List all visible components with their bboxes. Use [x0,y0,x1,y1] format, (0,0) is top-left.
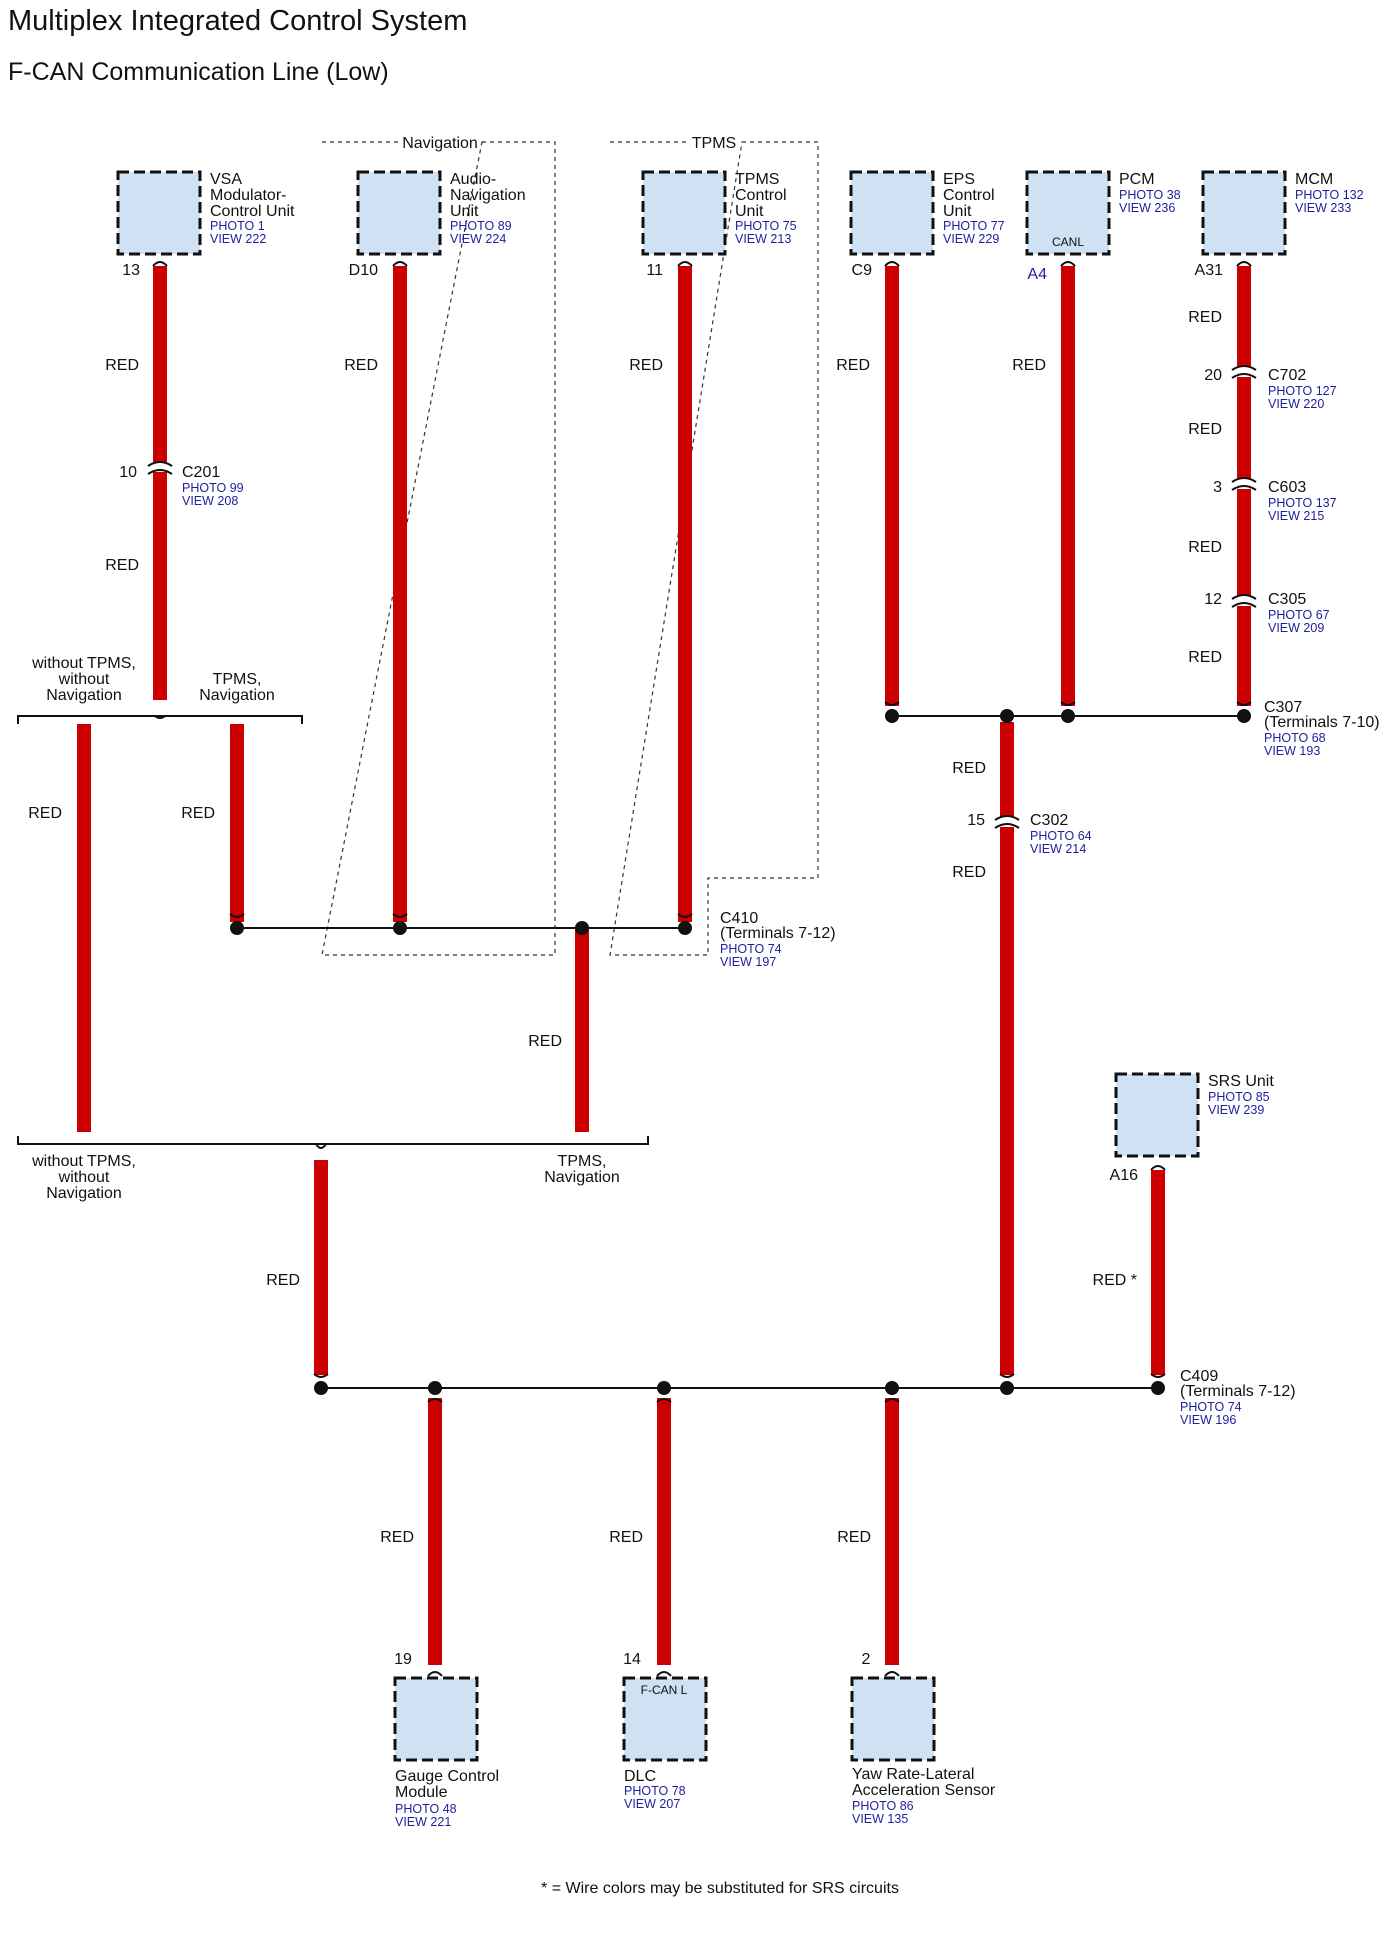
photo-ref: PHOTO 137 [1268,496,1337,510]
inline-connector-c305 [1232,595,1256,607]
connector-c603 [1213,479,1337,523]
connector-name: C409 [1180,1368,1219,1385]
wire-color-label: RED [1188,539,1222,556]
component-name: Acceleration Sensor [852,1782,996,1799]
photo-ref: PHOTO 38 [1119,188,1181,202]
pcm[interactable] [1027,171,1181,283]
svg-text:EPSControlUnit [943,171,995,220]
pin-number: D10 [348,262,378,279]
pin-number: 13 [122,262,140,279]
option-label-without-upper: without TPMS, without Navigation [32,655,136,704]
connector-pin: 12 [1204,591,1222,608]
view-ref: VIEW 224 [450,232,507,246]
photo-ref: PHOTO 1 [210,219,265,233]
connector-name: C305 [1268,591,1307,608]
splice-dot [575,921,589,935]
splice-dot [393,921,407,935]
wire-color-label: RED [528,1033,562,1050]
view-ref: VIEW 229 [943,232,1000,246]
component-name: Modulator- [210,187,287,204]
view-ref: VIEW 207 [624,1797,681,1811]
wire-color-label: RED [28,805,62,822]
splice-dot [314,1381,328,1395]
connector-c307 [1264,699,1380,758]
view-ref: VIEW 209 [1268,621,1325,635]
component-name: Control [735,187,787,204]
photo-ref: PHOTO 85 [1208,1090,1270,1104]
photo-ref: PHOTO 74 [720,942,782,956]
vsa-modulator-control-unit[interactable] [118,171,295,279]
view-ref: VIEW 222 [210,232,267,246]
terminal-arcs [230,702,1251,1402]
view-ref: VIEW 215 [1268,509,1325,523]
photo-ref: PHOTO 75 [735,219,797,233]
eps-control-unit[interactable] [851,171,1005,279]
connector-terminals: (Terminals 7-10) [1264,714,1380,731]
tpms-control-unit[interactable] [643,171,797,279]
pin-number: 11 [646,262,663,279]
component-name: Unit [450,203,479,220]
wire-color-label: RED [266,1272,300,1289]
view-ref: VIEW 236 [1119,201,1176,215]
wire-color-label: RED [105,557,139,574]
inline-connector-c702 [1232,366,1256,378]
svg-text:VSAModulator-Control Unit [210,171,295,220]
wire-color-label: RED [1188,649,1222,666]
view-ref: VIEW 135 [852,1812,909,1826]
splice-dot [885,709,899,723]
connector-pin: 15 [967,812,985,829]
component-name: Module [395,1784,448,1801]
view-ref: VIEW 208 [182,494,239,508]
connector-pin: 20 [1204,367,1222,384]
pin-number: A31 [1194,262,1223,279]
wire-color-label: RED [344,357,378,374]
connector-name: C302 [1030,812,1069,829]
photo-ref: PHOTO 74 [1180,1400,1242,1414]
connector-terminals: (Terminals 7-12) [1180,1383,1296,1400]
photo-ref: PHOTO 48 [395,1802,457,1816]
view-ref: VIEW 193 [1264,744,1321,758]
connector-name: C307 [1264,699,1303,716]
inline-connector-c603 [1232,478,1256,490]
component-name: Yaw Rate-Lateral [852,1766,975,1783]
component-name: VSA [210,171,243,188]
navigation-group-label: Navigation [402,135,478,152]
wire-color-label: RED [380,1529,414,1546]
photo-ref: PHOTO 78 [624,1784,686,1798]
splice-dot [678,921,692,935]
photo-ref: PHOTO 127 [1268,384,1337,398]
pin-number: 19 [394,1651,412,1668]
dlc[interactable] [623,1651,706,1811]
connector-name: C410 [720,910,759,927]
splice-dot [657,1381,671,1395]
photo-ref: PHOTO 99 [182,481,244,495]
wire-color-label: RED [1188,421,1222,438]
view-ref: VIEW 221 [395,1815,452,1829]
wire-color-label: RED [836,357,870,374]
audio-navigation-unit[interactable] [349,171,526,279]
option-bracket-lower [18,1136,648,1148]
diagram-subtitle: F-CAN Communication Line (Low) [8,58,389,86]
wire-color-label: RED [629,357,663,374]
connector-c410 [720,910,836,969]
component-name: Control Unit [210,203,295,220]
view-ref: VIEW 220 [1268,397,1325,411]
connector-pin: 3 [1213,479,1222,496]
view-ref: VIEW 197 [720,955,777,969]
photo-ref: PHOTO 68 [1264,731,1326,745]
wire-color-label: RED [609,1529,643,1546]
inline-connector-c302 [995,816,1019,828]
splice-dot [885,1381,899,1395]
view-ref: VIEW 233 [1295,201,1352,215]
dlc-pin-name: F-CAN L [640,1683,688,1697]
view-ref: VIEW 196 [1180,1413,1237,1427]
connector-pin: 10 [119,464,137,481]
wire-color-label: RED [837,1529,871,1546]
photo-ref: PHOTO 132 [1295,188,1364,202]
option-label-with-upper: TPMS, Navigation [199,671,275,704]
svg-text:Gauge ControlModule [395,1768,499,1801]
connector-name: C201 [182,464,221,481]
component-name: EPS [943,171,976,188]
splice-dot [230,921,244,935]
junction-dots [230,709,1251,1395]
component-name: MCM [1295,171,1334,188]
pin-number: 14 [623,1651,641,1668]
yaw-rate-lateral-acceleration-sensor[interactable] [852,1651,996,1826]
photo-ref: PHOTO 67 [1268,608,1330,622]
splice-dot [1000,1381,1014,1395]
option-label-with-lower: TPMS, Navigation [544,1153,620,1186]
wire-color-label: RED * [1092,1272,1137,1289]
srs-unit[interactable] [1110,1073,1275,1184]
component-name: Unit [735,203,764,220]
component-name: Gauge Control [395,1768,500,1785]
pin-number: A4 [1027,266,1047,283]
connector-name: C603 [1268,479,1307,496]
option-bracket-upper [18,716,302,724]
wires [84,266,1244,1665]
component-name: Navigation [450,187,526,204]
wire-color-label: RED [952,760,986,777]
connector-c201 [119,464,243,508]
mcm[interactable] [1195,171,1364,279]
option-label-without-lower: without TPMS, without Navigation [32,1153,136,1202]
splice-dot [428,1381,442,1395]
splice-dot [1151,1381,1165,1395]
view-ref: VIEW 213 [735,232,792,246]
component-name: Control [943,187,995,204]
navigation-group [322,135,555,955]
wire-color-label: RED [1188,309,1222,326]
view-ref: VIEW 239 [1208,1103,1265,1117]
photo-ref: PHOTO 86 [852,1799,914,1813]
splice-dot [1061,709,1075,723]
component-name: TPMS [735,171,780,188]
pcm-pin-name: CANL [1051,235,1085,249]
pin-number: A16 [1109,1167,1138,1184]
splice-dot [1000,709,1014,723]
wire-color-label: RED [181,805,215,822]
component-name: DLC [624,1768,657,1785]
connector-c409 [1180,1368,1296,1427]
wire-color-label: RED [105,357,139,374]
svg-text:Yaw Rate-LateralAcceleration S [852,1766,996,1799]
splice-dot [1237,709,1251,723]
tpms-group-label: TPMS [691,135,737,152]
wire-color-label: RED [1012,357,1046,374]
tpms-group [610,135,818,955]
view-ref: VIEW 214 [1030,842,1087,856]
connector-c305 [1204,591,1329,635]
photo-ref: PHOTO 64 [1030,829,1092,843]
diagram-title: Multiplex Integrated Control System [8,5,468,37]
connector-terminals: (Terminals 7-12) [720,925,836,942]
gauge-control-module[interactable] [394,1651,499,1829]
component-name: Audio- [450,171,497,188]
connector-c702 [1204,367,1336,411]
footnote: * = Wire colors may be substituted for SRS circuits [541,1880,899,1897]
pin-number: C9 [851,262,872,279]
component-name: SRS Unit [1208,1073,1274,1090]
pin-number: 2 [861,1651,871,1668]
connector-name: C702 [1268,367,1307,384]
wire-color-label: RED [952,864,986,881]
component-name: Unit [943,203,972,220]
photo-ref: PHOTO 77 [943,219,1005,233]
svg-text:Audio-NavigationUnit [450,171,526,220]
connector-c302 [967,812,1091,856]
svg-text:TPMSControlUnit [735,171,787,220]
component-name: PCM [1119,171,1155,188]
photo-ref: PHOTO 89 [450,219,512,233]
